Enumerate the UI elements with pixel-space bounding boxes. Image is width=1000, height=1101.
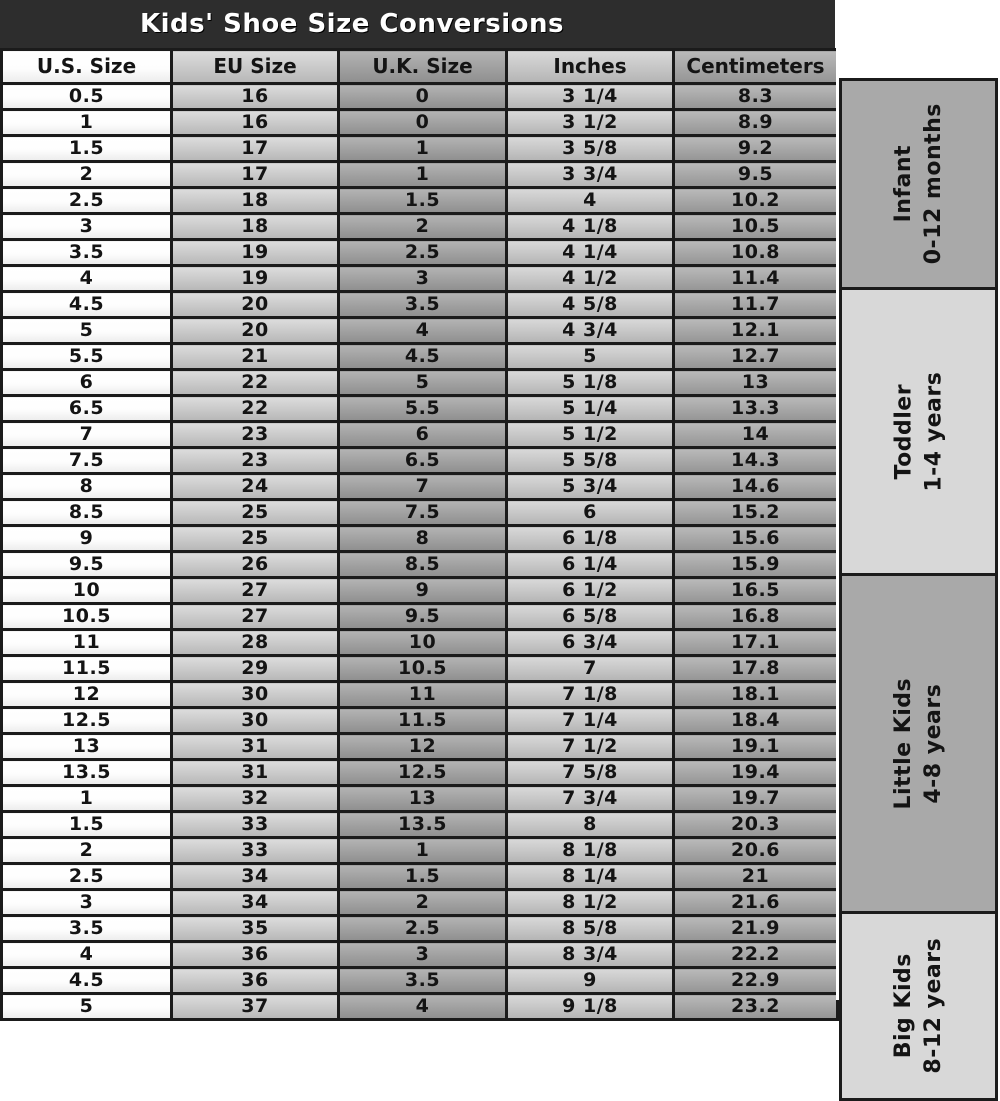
cell-centimeters: 8.9 <box>674 110 838 136</box>
cell-centimeters: 17.1 <box>674 630 838 656</box>
cell-uk-size: 10 <box>339 630 507 656</box>
cell-centimeters: 16.8 <box>674 604 838 630</box>
cell-eu-size: 25 <box>172 500 339 526</box>
cell-us-size: 10 <box>2 578 172 604</box>
cell-us-size: 5 <box>2 318 172 344</box>
cell-centimeters: 21 <box>674 864 838 890</box>
cell-eu-size: 22 <box>172 370 339 396</box>
cell-eu-size: 33 <box>172 812 339 838</box>
cell-inches: 6 <box>507 500 674 526</box>
cell-eu-size: 23 <box>172 422 339 448</box>
cell-eu-size: 35 <box>172 916 339 942</box>
cell-us-size: 7 <box>2 422 172 448</box>
age-group-range: 8-12 years <box>920 938 946 1074</box>
cell-eu-size: 34 <box>172 864 339 890</box>
cell-centimeters: 20.3 <box>674 812 838 838</box>
cell-eu-size: 20 <box>172 292 339 318</box>
age-group-sidebar <box>836 0 1000 1074</box>
cell-centimeters: 21.6 <box>674 890 838 916</box>
cell-centimeters: 18.1 <box>674 682 838 708</box>
cell-uk-size: 2.5 <box>339 240 507 266</box>
cell-inches: 6 1/4 <box>507 552 674 578</box>
cell-eu-size: 32 <box>172 786 339 812</box>
cell-centimeters: 21.9 <box>674 916 838 942</box>
cell-centimeters: 14.3 <box>674 448 838 474</box>
table-row <box>2 682 838 708</box>
cell-inches: 5 1/4 <box>507 396 674 422</box>
cell-us-size: 0.5 <box>2 84 172 110</box>
age-group-name: Toddler <box>890 383 916 480</box>
cell-centimeters: 14 <box>674 422 838 448</box>
table-row <box>2 370 838 396</box>
cell-uk-size: 1 <box>339 162 507 188</box>
cell-us-size: 2.5 <box>2 864 172 890</box>
table-row <box>2 500 838 526</box>
table-row <box>2 188 838 214</box>
table-row <box>2 734 838 760</box>
cell-uk-size: 13 <box>339 786 507 812</box>
cell-eu-size: 17 <box>172 136 339 162</box>
cell-eu-size: 31 <box>172 760 339 786</box>
cell-eu-size: 20 <box>172 318 339 344</box>
age-group-little-kids <box>839 573 998 914</box>
cell-eu-size: 16 <box>172 84 339 110</box>
cell-uk-size: 4 <box>339 994 507 1020</box>
age-group-big-kids-label <box>889 938 948 1074</box>
table-row <box>2 916 838 942</box>
cell-inches: 8 1/2 <box>507 890 674 916</box>
table-row <box>2 266 838 292</box>
table-header <box>2 50 838 84</box>
cell-uk-size: 6 <box>339 422 507 448</box>
cell-inches: 7 <box>507 656 674 682</box>
cell-centimeters: 13.3 <box>674 396 838 422</box>
cell-inches: 3 1/2 <box>507 110 674 136</box>
cell-us-size: 7.5 <box>2 448 172 474</box>
cell-uk-size: 12.5 <box>339 760 507 786</box>
cell-eu-size: 24 <box>172 474 339 500</box>
cell-us-size: 4.5 <box>2 292 172 318</box>
table-row <box>2 396 838 422</box>
cell-centimeters: 19.1 <box>674 734 838 760</box>
table-row <box>2 812 838 838</box>
cell-centimeters: 19.4 <box>674 760 838 786</box>
table-row <box>2 838 838 864</box>
table-row <box>2 84 838 110</box>
cell-eu-size: 25 <box>172 526 339 552</box>
cell-us-size: 1.5 <box>2 812 172 838</box>
cell-eu-size: 21 <box>172 344 339 370</box>
cell-uk-size: 9 <box>339 578 507 604</box>
cell-inches: 4 1/8 <box>507 214 674 240</box>
cell-us-size: 1 <box>2 110 172 136</box>
cell-inches: 3 3/4 <box>507 162 674 188</box>
age-group-infant-label <box>889 103 948 264</box>
conversion-table <box>0 48 839 1021</box>
table-row <box>2 604 838 630</box>
cell-uk-size: 9.5 <box>339 604 507 630</box>
cell-centimeters: 15.2 <box>674 500 838 526</box>
cell-eu-size: 29 <box>172 656 339 682</box>
cell-uk-size: 1.5 <box>339 864 507 890</box>
cell-inches: 5 1/8 <box>507 370 674 396</box>
cell-us-size: 13 <box>2 734 172 760</box>
age-group-big-kids <box>839 911 998 1101</box>
cell-us-size: 2.5 <box>2 188 172 214</box>
table-row <box>2 708 838 734</box>
cell-inches: 8 <box>507 812 674 838</box>
cell-centimeters: 13 <box>674 370 838 396</box>
cell-uk-size: 10.5 <box>339 656 507 682</box>
cell-uk-size: 13.5 <box>339 812 507 838</box>
cell-eu-size: 19 <box>172 266 339 292</box>
cell-inches: 5 3/4 <box>507 474 674 500</box>
age-group-toddler-label <box>889 372 948 492</box>
cell-eu-size: 30 <box>172 708 339 734</box>
cell-us-size: 6.5 <box>2 396 172 422</box>
cell-us-size: 3.5 <box>2 916 172 942</box>
cell-centimeters: 19.7 <box>674 786 838 812</box>
table-row <box>2 994 838 1020</box>
cell-centimeters: 10.8 <box>674 240 838 266</box>
cell-eu-size: 30 <box>172 682 339 708</box>
cell-uk-size: 2 <box>339 214 507 240</box>
header-uk-size: U.K. Size <box>339 50 507 84</box>
cell-uk-size: 7.5 <box>339 500 507 526</box>
cell-inches: 4 <box>507 188 674 214</box>
header-row <box>2 50 838 84</box>
cell-inches: 8 3/4 <box>507 942 674 968</box>
cell-us-size: 5.5 <box>2 344 172 370</box>
header-centimeters: Centimeters <box>674 50 838 84</box>
cell-uk-size: 1 <box>339 136 507 162</box>
cell-us-size: 6 <box>2 370 172 396</box>
cell-inches: 8 5/8 <box>507 916 674 942</box>
cell-inches: 4 1/2 <box>507 266 674 292</box>
cell-us-size: 9 <box>2 526 172 552</box>
cell-inches: 4 5/8 <box>507 292 674 318</box>
header-eu-size: EU Size <box>172 50 339 84</box>
cell-eu-size: 36 <box>172 968 339 994</box>
cell-us-size: 8.5 <box>2 500 172 526</box>
cell-eu-size: 27 <box>172 604 339 630</box>
table-row <box>2 474 838 500</box>
cell-inches: 7 5/8 <box>507 760 674 786</box>
age-group-toddler <box>839 287 998 576</box>
cell-uk-size: 1.5 <box>339 188 507 214</box>
cell-eu-size: 23 <box>172 448 339 474</box>
age-group-range: 4-8 years <box>920 683 946 804</box>
cell-eu-size: 19 <box>172 240 339 266</box>
age-group-name: Little Kids <box>890 677 916 810</box>
cell-us-size: 13.5 <box>2 760 172 786</box>
cell-us-size: 11 <box>2 630 172 656</box>
cell-centimeters: 9.5 <box>674 162 838 188</box>
cell-centimeters: 15.9 <box>674 552 838 578</box>
table-row <box>2 344 838 370</box>
cell-uk-size: 11 <box>339 682 507 708</box>
cell-us-size: 1.5 <box>2 136 172 162</box>
cell-eu-size: 18 <box>172 214 339 240</box>
cell-uk-size: 0 <box>339 84 507 110</box>
table-row <box>2 136 838 162</box>
cell-inches: 6 3/4 <box>507 630 674 656</box>
cell-centimeters: 12.7 <box>674 344 838 370</box>
cell-inches: 4 3/4 <box>507 318 674 344</box>
cell-us-size: 5 <box>2 994 172 1020</box>
cell-uk-size: 8 <box>339 526 507 552</box>
age-group-range: 1-4 years <box>920 371 946 492</box>
cell-centimeters: 8.3 <box>674 84 838 110</box>
table-row <box>2 292 838 318</box>
table-row <box>2 318 838 344</box>
cell-eu-size: 27 <box>172 578 339 604</box>
cell-inches: 5 1/2 <box>507 422 674 448</box>
cell-centimeters: 17.8 <box>674 656 838 682</box>
cell-us-size: 3.5 <box>2 240 172 266</box>
cell-inches: 5 5/8 <box>507 448 674 474</box>
header-inches: Inches <box>507 50 674 84</box>
cell-centimeters: 10.5 <box>674 214 838 240</box>
age-group-name: Big Kids <box>890 953 916 1059</box>
cell-inches: 6 1/8 <box>507 526 674 552</box>
cell-us-size: 4.5 <box>2 968 172 994</box>
cell-inches: 5 <box>507 344 674 370</box>
table-row <box>2 422 838 448</box>
table-row <box>2 630 838 656</box>
table-row <box>2 552 838 578</box>
cell-centimeters: 9.2 <box>674 136 838 162</box>
cell-uk-size: 11.5 <box>339 708 507 734</box>
cell-uk-size: 12 <box>339 734 507 760</box>
cell-centimeters: 22.9 <box>674 968 838 994</box>
cell-uk-size: 4.5 <box>339 344 507 370</box>
table-row <box>2 526 838 552</box>
cell-uk-size: 3.5 <box>339 292 507 318</box>
cell-centimeters: 14.6 <box>674 474 838 500</box>
cell-uk-size: 3 <box>339 942 507 968</box>
table-row <box>2 786 838 812</box>
cell-us-size: 8 <box>2 474 172 500</box>
cell-centimeters: 20.6 <box>674 838 838 864</box>
cell-uk-size: 1 <box>339 838 507 864</box>
age-group-infant <box>839 78 998 290</box>
cell-us-size: 3 <box>2 214 172 240</box>
age-group-name: Infant <box>890 145 916 223</box>
cell-us-size: 4 <box>2 942 172 968</box>
cell-eu-size: 22 <box>172 396 339 422</box>
cell-inches: 9 <box>507 968 674 994</box>
page-title: Kids' Shoe Size Conversions <box>140 9 564 39</box>
cell-eu-size: 31 <box>172 734 339 760</box>
cell-uk-size: 5 <box>339 370 507 396</box>
cell-uk-size: 2 <box>339 890 507 916</box>
cell-uk-size: 3 <box>339 266 507 292</box>
cell-centimeters: 10.2 <box>674 188 838 214</box>
age-group-little-kids-label <box>889 678 948 810</box>
table-row <box>2 578 838 604</box>
table-row <box>2 162 838 188</box>
cell-centimeters: 23.2 <box>674 994 838 1020</box>
cell-inches: 7 3/4 <box>507 786 674 812</box>
table-row <box>2 760 838 786</box>
cell-us-size: 12 <box>2 682 172 708</box>
cell-uk-size: 2.5 <box>339 916 507 942</box>
cell-us-size: 4 <box>2 266 172 292</box>
cell-inches: 7 1/2 <box>507 734 674 760</box>
title-bar <box>0 0 835 48</box>
cell-centimeters: 22.2 <box>674 942 838 968</box>
cell-eu-size: 16 <box>172 110 339 136</box>
cell-uk-size: 7 <box>339 474 507 500</box>
cell-centimeters: 15.6 <box>674 526 838 552</box>
table-row <box>2 942 838 968</box>
cell-eu-size: 18 <box>172 188 339 214</box>
cell-us-size: 1 <box>2 786 172 812</box>
table-row <box>2 214 838 240</box>
cell-us-size: 10.5 <box>2 604 172 630</box>
cell-inches: 3 5/8 <box>507 136 674 162</box>
cell-inches: 8 1/4 <box>507 864 674 890</box>
cell-us-size: 11.5 <box>2 656 172 682</box>
cell-eu-size: 28 <box>172 630 339 656</box>
cell-inches: 7 1/4 <box>507 708 674 734</box>
cell-us-size: 2 <box>2 162 172 188</box>
cell-eu-size: 36 <box>172 942 339 968</box>
cell-inches: 8 1/8 <box>507 838 674 864</box>
cell-inches: 4 1/4 <box>507 240 674 266</box>
cell-centimeters: 18.4 <box>674 708 838 734</box>
cell-uk-size: 4 <box>339 318 507 344</box>
cell-inches: 9 1/8 <box>507 994 674 1020</box>
cell-inches: 3 1/4 <box>507 84 674 110</box>
cell-uk-size: 6.5 <box>339 448 507 474</box>
cell-eu-size: 37 <box>172 994 339 1020</box>
table-row <box>2 968 838 994</box>
cell-eu-size: 26 <box>172 552 339 578</box>
cell-eu-size: 34 <box>172 890 339 916</box>
cell-us-size: 12.5 <box>2 708 172 734</box>
table-row <box>2 240 838 266</box>
cell-inches: 6 1/2 <box>507 578 674 604</box>
cell-centimeters: 11.4 <box>674 266 838 292</box>
cell-us-size: 9.5 <box>2 552 172 578</box>
cell-centimeters: 11.7 <box>674 292 838 318</box>
cell-inches: 6 5/8 <box>507 604 674 630</box>
cell-centimeters: 16.5 <box>674 578 838 604</box>
cell-uk-size: 3.5 <box>339 968 507 994</box>
age-group-range: 0-12 months <box>920 103 946 265</box>
cell-uk-size: 0 <box>339 110 507 136</box>
cell-uk-size: 8.5 <box>339 552 507 578</box>
cell-us-size: 2 <box>2 838 172 864</box>
conversion-table-body <box>2 84 838 1020</box>
table-row <box>2 448 838 474</box>
table-row <box>2 864 838 890</box>
header-us-size: U.S. Size <box>2 50 172 84</box>
table-row <box>2 110 838 136</box>
cell-inches: 7 1/8 <box>507 682 674 708</box>
cell-us-size: 3 <box>2 890 172 916</box>
cell-uk-size: 5.5 <box>339 396 507 422</box>
cell-eu-size: 17 <box>172 162 339 188</box>
table-row <box>2 656 838 682</box>
table-row <box>2 890 838 916</box>
cell-centimeters: 12.1 <box>674 318 838 344</box>
cell-eu-size: 33 <box>172 838 339 864</box>
